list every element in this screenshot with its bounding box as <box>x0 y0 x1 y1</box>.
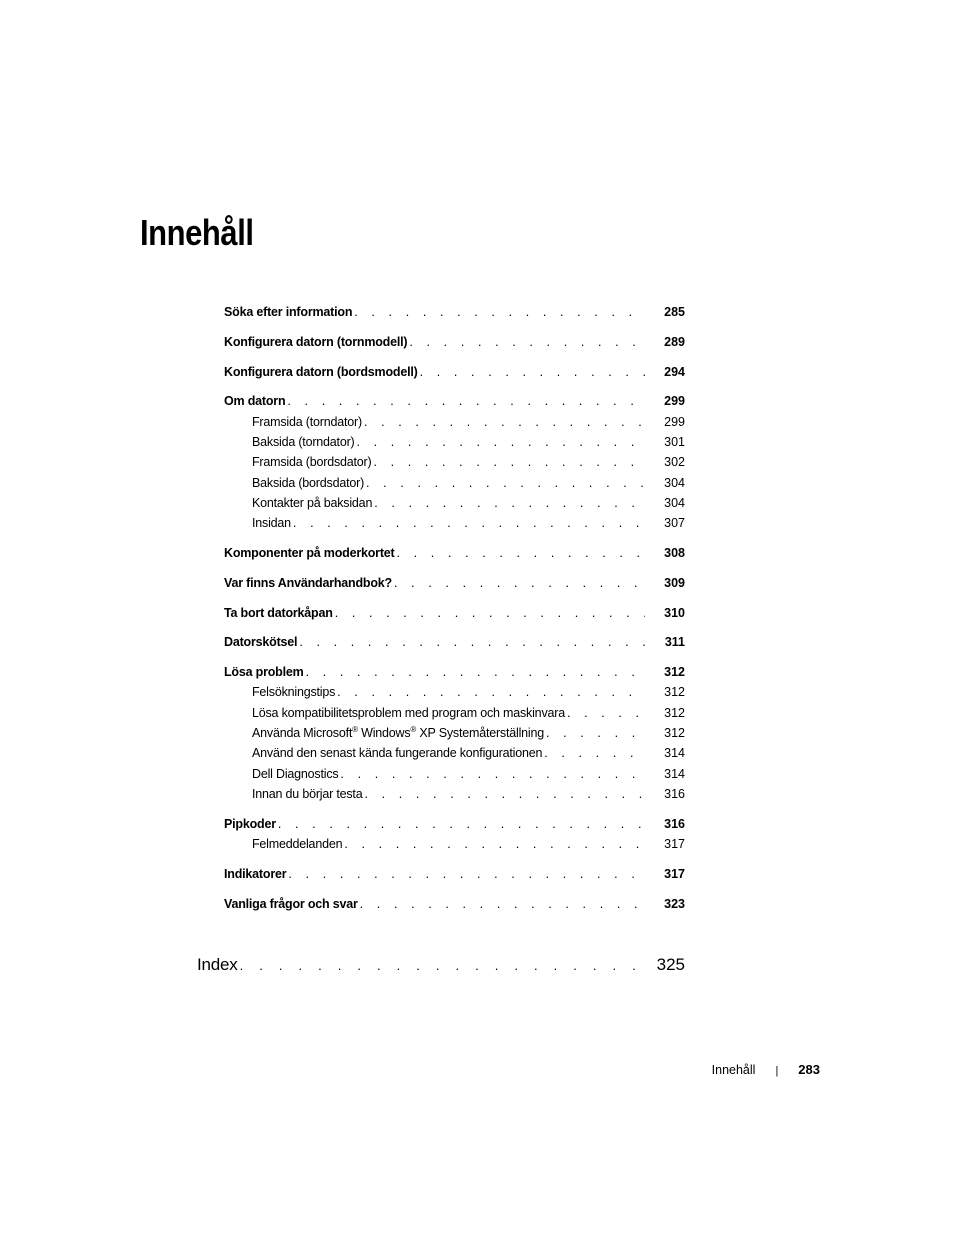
toc-entry-page: 304 <box>664 495 685 510</box>
dot-leader <box>340 764 645 784</box>
toc-entry-page: 285 <box>664 305 685 319</box>
label-part: Använda Microsoft <box>252 726 353 741</box>
dot-leader <box>544 743 645 763</box>
dot-leader <box>299 632 645 652</box>
toc-entry-main[interactable] <box>224 632 685 652</box>
toc-entry-label: Dell Diagnostics <box>252 766 339 781</box>
toc-entry-sub[interactable] <box>224 723 685 743</box>
toc-entry-sub[interactable] <box>224 473 685 493</box>
dot-leader <box>373 452 645 472</box>
toc-entry-page: 299 <box>664 414 685 429</box>
toc-entry-main[interactable] <box>224 543 685 563</box>
dot-leader <box>287 391 645 411</box>
toc-entry-page: 314 <box>664 766 685 781</box>
toc-entry-label: Baksida (torndator) <box>252 434 355 449</box>
toc-entry-label: Lösa kompatibilitetsproblem med program och maskinvara <box>252 705 565 720</box>
toc-entry-label: Pipkoder <box>224 816 276 831</box>
dot-leader <box>409 332 645 352</box>
dot-leader <box>420 362 645 382</box>
dot-leader <box>278 814 645 834</box>
dot-leader <box>354 302 645 322</box>
toc-entry-label: Datorskötsel <box>224 635 298 650</box>
toc-entry-label: Konfigurera datorn (tornmodell) <box>224 334 408 349</box>
toc-entry-page: 312 <box>664 685 685 700</box>
toc-entry-label: Ta bort datorkåpan <box>224 605 333 620</box>
toc-entry-page: 308 <box>664 545 685 560</box>
toc-entry-label: Insidan <box>252 516 291 531</box>
toc-entry-sub[interactable] <box>224 432 685 452</box>
toc-entry-page: 301 <box>664 434 685 449</box>
table-of-contents <box>224 302 685 914</box>
toc-entry-main[interactable] <box>224 864 685 884</box>
toc-entry-page: 323 <box>664 896 685 911</box>
toc-entry-label: Indikatorer <box>224 866 287 881</box>
footer-separator: | <box>775 1065 779 1077</box>
toc-entry-page: 307 <box>664 516 685 531</box>
toc-entry-label: Komponenter på moderkortet <box>224 545 395 560</box>
toc-entry-page: 289 <box>664 334 685 349</box>
toc-entry-page: 302 <box>664 455 685 470</box>
toc-entry-page: 312 <box>664 705 685 720</box>
toc-entry-label: Framsida (torndator) <box>252 414 362 429</box>
dot-leader <box>567 703 645 723</box>
toc-entry-page: 312 <box>664 665 685 680</box>
toc-entry-page: 317 <box>664 837 685 852</box>
toc-entry-label <box>252 723 544 743</box>
toc-entry-page: 311 <box>664 635 685 650</box>
dot-leader <box>337 682 645 702</box>
page-footer <box>712 1062 820 1077</box>
toc-entry-main[interactable] <box>224 662 685 682</box>
dot-leader <box>293 513 645 533</box>
dot-leader <box>240 954 647 978</box>
dot-leader <box>344 834 645 854</box>
toc-entry-main[interactable] <box>224 814 685 834</box>
dot-leader <box>366 473 645 493</box>
label-part: XP Systemåterställning <box>416 726 544 741</box>
registered-mark: ® <box>410 724 417 734</box>
toc-entry-label: Söka efter information <box>224 305 353 319</box>
toc-entry-page: 314 <box>664 746 685 761</box>
footer-page-number: 283 <box>798 1062 820 1077</box>
toc-entry-label: Lösa problem <box>224 665 304 680</box>
dot-leader <box>374 493 645 513</box>
toc-entry-main[interactable] <box>224 391 685 411</box>
toc-entry-main[interactable] <box>224 362 685 382</box>
toc-entry-sub[interactable] <box>224 412 685 432</box>
toc-entry-page: 317 <box>664 866 685 881</box>
toc-entry-sub[interactable] <box>224 513 685 533</box>
dot-leader <box>394 573 645 593</box>
dot-leader <box>306 662 645 682</box>
toc-entry-index[interactable] <box>197 953 685 978</box>
registered-mark: ® <box>352 724 358 734</box>
label-part: Windows <box>357 726 411 741</box>
toc-entry-main[interactable] <box>224 332 685 352</box>
dot-leader <box>364 784 645 804</box>
toc-entry-main[interactable] <box>224 302 685 322</box>
dot-leader <box>397 543 645 563</box>
toc-entry-label: Vanliga frågor och svar <box>224 896 358 911</box>
toc-entry-main[interactable] <box>224 894 685 914</box>
dot-leader <box>364 412 645 432</box>
footer-section-title: Innehåll <box>711 1063 756 1077</box>
toc-entry-label: Var finns Användarhandbok? <box>224 575 392 590</box>
toc-entry-page: 304 <box>664 475 685 490</box>
toc-entry-label: Kontakter på baksidan <box>252 495 373 510</box>
toc-entry-sub[interactable] <box>224 834 685 854</box>
dot-leader <box>288 864 645 884</box>
toc-entry-page: 309 <box>664 575 685 590</box>
dot-leader <box>360 894 645 914</box>
toc-entry-label: Konfigurera datorn (bordsmodell) <box>224 364 418 379</box>
dot-leader <box>335 603 645 623</box>
toc-entry-page: 294 <box>664 364 685 379</box>
toc-entry-label: Felmeddelanden <box>252 837 343 852</box>
toc-entry-sub[interactable] <box>224 743 685 763</box>
toc-entry-label: Index <box>197 955 238 974</box>
toc-entry-page: 310 <box>664 605 685 620</box>
toc-entry-sub[interactable] <box>224 452 685 472</box>
toc-entry-page: 312 <box>664 726 685 741</box>
toc-entry-label: Framsida (bordsdator) <box>252 455 372 470</box>
toc-entry-label: Om datorn <box>224 394 286 409</box>
toc-entry-page: 316 <box>664 786 685 801</box>
toc-entry-label: Baksida (bordsdator) <box>252 475 365 490</box>
toc-entry-label: Använd den senast kända fungerande konfigurationen <box>252 746 543 761</box>
toc-entry-sub[interactable] <box>224 682 685 702</box>
toc-entry-sub[interactable] <box>224 784 685 804</box>
toc-entry-label: Innan du börjar testa <box>252 786 363 801</box>
page-title: Innehåll <box>140 212 254 253</box>
toc-entry-sub[interactable] <box>224 493 685 513</box>
toc-entry-page: 316 <box>664 816 685 831</box>
toc-entry-main[interactable] <box>224 603 685 623</box>
dot-leader <box>546 723 645 743</box>
dot-leader <box>357 432 646 452</box>
toc-entry-label: Felsökningstips <box>252 685 336 700</box>
toc-entry-main[interactable] <box>224 573 685 593</box>
toc-entry-page: 325 <box>656 955 685 974</box>
toc-entry-page: 299 <box>664 394 685 409</box>
toc-entry-sub[interactable] <box>224 764 685 784</box>
toc-entry-sub[interactable] <box>224 703 685 723</box>
